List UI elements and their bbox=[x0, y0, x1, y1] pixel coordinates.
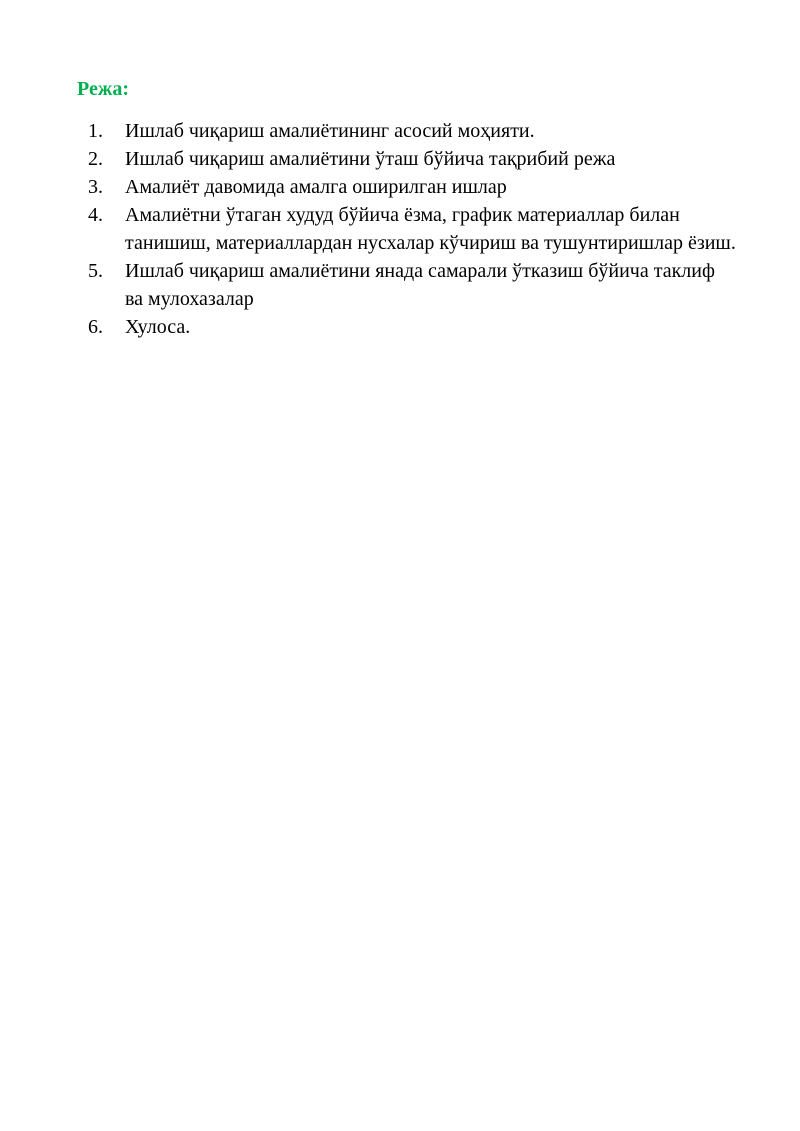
list-item bbox=[77, 173, 737, 201]
list-item bbox=[77, 257, 737, 313]
list-item-text: Амалиёт давомида амалга оширилган ишлар bbox=[125, 176, 507, 198]
list-item bbox=[77, 313, 737, 341]
list-item-text: Ишлаб чиқариш амалиётини ўташ бўйича тақрибий режа bbox=[125, 148, 616, 170]
list-item-text: Хулоса. bbox=[125, 316, 191, 338]
list-item-number: 5. bbox=[88, 260, 103, 282]
plan-heading: Режа: bbox=[77, 78, 129, 100]
list-item-text: Ишлаб чиқариш амалиётини янада самарали ўтказиш бўйича таклиф ва мулохазалар bbox=[125, 260, 715, 310]
list-item-number: 6. bbox=[88, 316, 103, 338]
list-item-text: Ишлаб чиқариш амалиётининг асосий моҳияти. bbox=[125, 120, 535, 142]
list-item-number: 3. bbox=[88, 176, 103, 198]
list-item bbox=[77, 117, 737, 145]
list-item-number: 2. bbox=[88, 148, 103, 170]
list-item-number: 1. bbox=[88, 120, 103, 142]
list-item bbox=[77, 145, 737, 173]
list-item-text: Амалиётни ўтаган худуд бўйича ёзма, график материаллар билан танишиш, материаллардан нусхалар кўчириш ва тушунтиришлар ёзиш. bbox=[125, 204, 736, 254]
plan-list bbox=[77, 117, 737, 341]
list-item bbox=[77, 201, 737, 257]
list-item-number: 4. bbox=[88, 204, 103, 226]
